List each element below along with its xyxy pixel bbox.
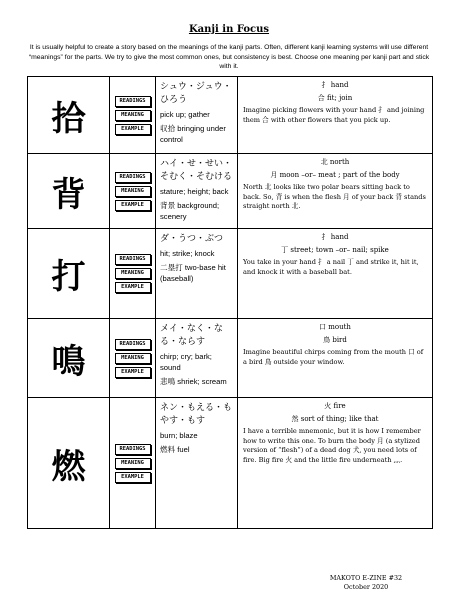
- mnemonic-cell: [238, 229, 433, 319]
- label-buttons: [110, 77, 156, 154]
- kanji-character: 燃: [28, 398, 110, 529]
- example-label: EXAMPLE: [115, 124, 151, 135]
- meaning-text: burn; blaze: [160, 431, 198, 440]
- example-text: 燃料 fuel: [160, 445, 190, 454]
- part-1: 口 mouth: [319, 323, 351, 331]
- label-buttons: [110, 398, 156, 529]
- part-1: 北 north: [320, 158, 350, 166]
- part-1: 火 fire: [324, 402, 346, 410]
- label-buttons: [110, 319, 156, 398]
- meaning-label: MEANING: [115, 458, 151, 469]
- readings-label: READINGS: [115, 254, 151, 265]
- mnemonic-cell: [238, 77, 433, 154]
- meaning-text: chirp; cry; bark; sound: [160, 352, 212, 372]
- readings-text: シュウ・ジュウ・ひろう: [160, 81, 232, 104]
- readings-label: READINGS: [115, 339, 151, 350]
- story-text: Imagine beautiful chirps coming from the mouth 口 of a bird 鳥 outside your window.: [243, 348, 424, 366]
- footer-issue: MAKOTO E-ZINE #32: [329, 574, 403, 582]
- readings-cell: [156, 154, 238, 229]
- story-text: You take in your hand 扌 a nail 丁 and strike it, hit it, and knock it with a baseball bat.: [243, 258, 419, 276]
- footer-date: October 2020: [343, 583, 389, 591]
- label-buttons: [110, 229, 156, 319]
- kanji-character: 打: [28, 229, 110, 319]
- story-text: I have a terrible mnemonic, but it is how I remember how to write this one. To burn the body 月 (a stylized version of “flesh”) of a dead dog 犬, you need lots of fire. Big fire 火 and the little fire underneath 灬.: [243, 427, 421, 464]
- readings-text: ハイ・せ・せい・そむく・そむける: [160, 158, 233, 181]
- part-2: 丁 street; town –or– nail; spike: [281, 245, 389, 254]
- story-text: North 北 looks like two polar bears sitting back to back. So, 背 is when the flesh 月 of your back 背 stands straight north 北.: [243, 183, 426, 211]
- kanji-row: [28, 154, 433, 229]
- readings-cell: [156, 319, 238, 398]
- readings-label: READINGS: [115, 172, 151, 183]
- kanji-row: [28, 319, 433, 398]
- example-label: EXAMPLE: [115, 472, 151, 483]
- meaning-text: pick up; gather: [160, 110, 210, 119]
- readings-cell: [156, 229, 238, 319]
- meaning-text: hit; strike; knock: [160, 249, 215, 258]
- part-2: 然 sort of thing; like that: [291, 414, 379, 423]
- meaning-label: MEANING: [115, 110, 151, 121]
- readings-label: READINGS: [115, 96, 151, 107]
- readings-text: ネン・もえる・もやす・もす: [160, 402, 233, 425]
- readings-cell: [156, 77, 238, 154]
- meaning-label: MEANING: [115, 186, 151, 197]
- intro-paragraph: It is usually helpful to create a story based on the meanings of the kanji parts. Often, different kanji learning systems will use different “meanings” for the parts. We try to give the most common ones, but consistency is best. Choose one meaning per kanji part and stick with it.: [28, 44, 430, 71]
- label-buttons: [110, 154, 156, 229]
- mnemonic-cell: [238, 319, 433, 398]
- kanji-row: [28, 77, 433, 154]
- part-2: 合 fit; join: [317, 93, 353, 102]
- mnemonic-cell: [238, 154, 433, 229]
- kanji-table: [27, 76, 433, 529]
- meaning-label: MEANING: [115, 268, 151, 279]
- part-2: 鳥 bird: [323, 335, 347, 344]
- meaning-text: stature; height; back: [160, 187, 229, 196]
- part-1: 扌 hand: [321, 233, 349, 241]
- example-text: 悲鳴 shriek; scream: [160, 377, 227, 386]
- part-1: 扌 hand: [321, 81, 349, 89]
- readings-text: メイ・なく・なる・ならす: [160, 323, 223, 346]
- readings-label: READINGS: [115, 444, 151, 455]
- mnemonic-cell: [238, 398, 433, 529]
- footer: [316, 574, 416, 592]
- story-text: Imagine picking flowers with your hand 扌 and joining them 合 with other flowers that you pick up.: [243, 106, 425, 124]
- kanji-row: [28, 398, 433, 529]
- example-text: 背景 background; scenery: [160, 201, 220, 221]
- kanji-character: 鳴: [28, 319, 110, 398]
- example-label: EXAMPLE: [115, 282, 151, 293]
- example-label: EXAMPLE: [115, 200, 151, 211]
- kanji-character: 背: [28, 154, 110, 229]
- readings-text: ダ・うつ・ぶつ: [160, 233, 224, 243]
- example-label: EXAMPLE: [115, 367, 151, 378]
- meaning-label: MEANING: [115, 353, 151, 364]
- page-title: Kanji in Focus: [188, 24, 270, 35]
- example-text: 収拾 bringing under control: [160, 124, 226, 144]
- part-2: 月 moon –or– meat ; part of the body: [270, 170, 400, 179]
- kanji-row: [28, 229, 433, 319]
- kanji-character: 拾: [28, 77, 110, 154]
- example-text: 二塁打 two-base hit (baseball): [160, 263, 226, 283]
- readings-cell: [156, 398, 238, 529]
